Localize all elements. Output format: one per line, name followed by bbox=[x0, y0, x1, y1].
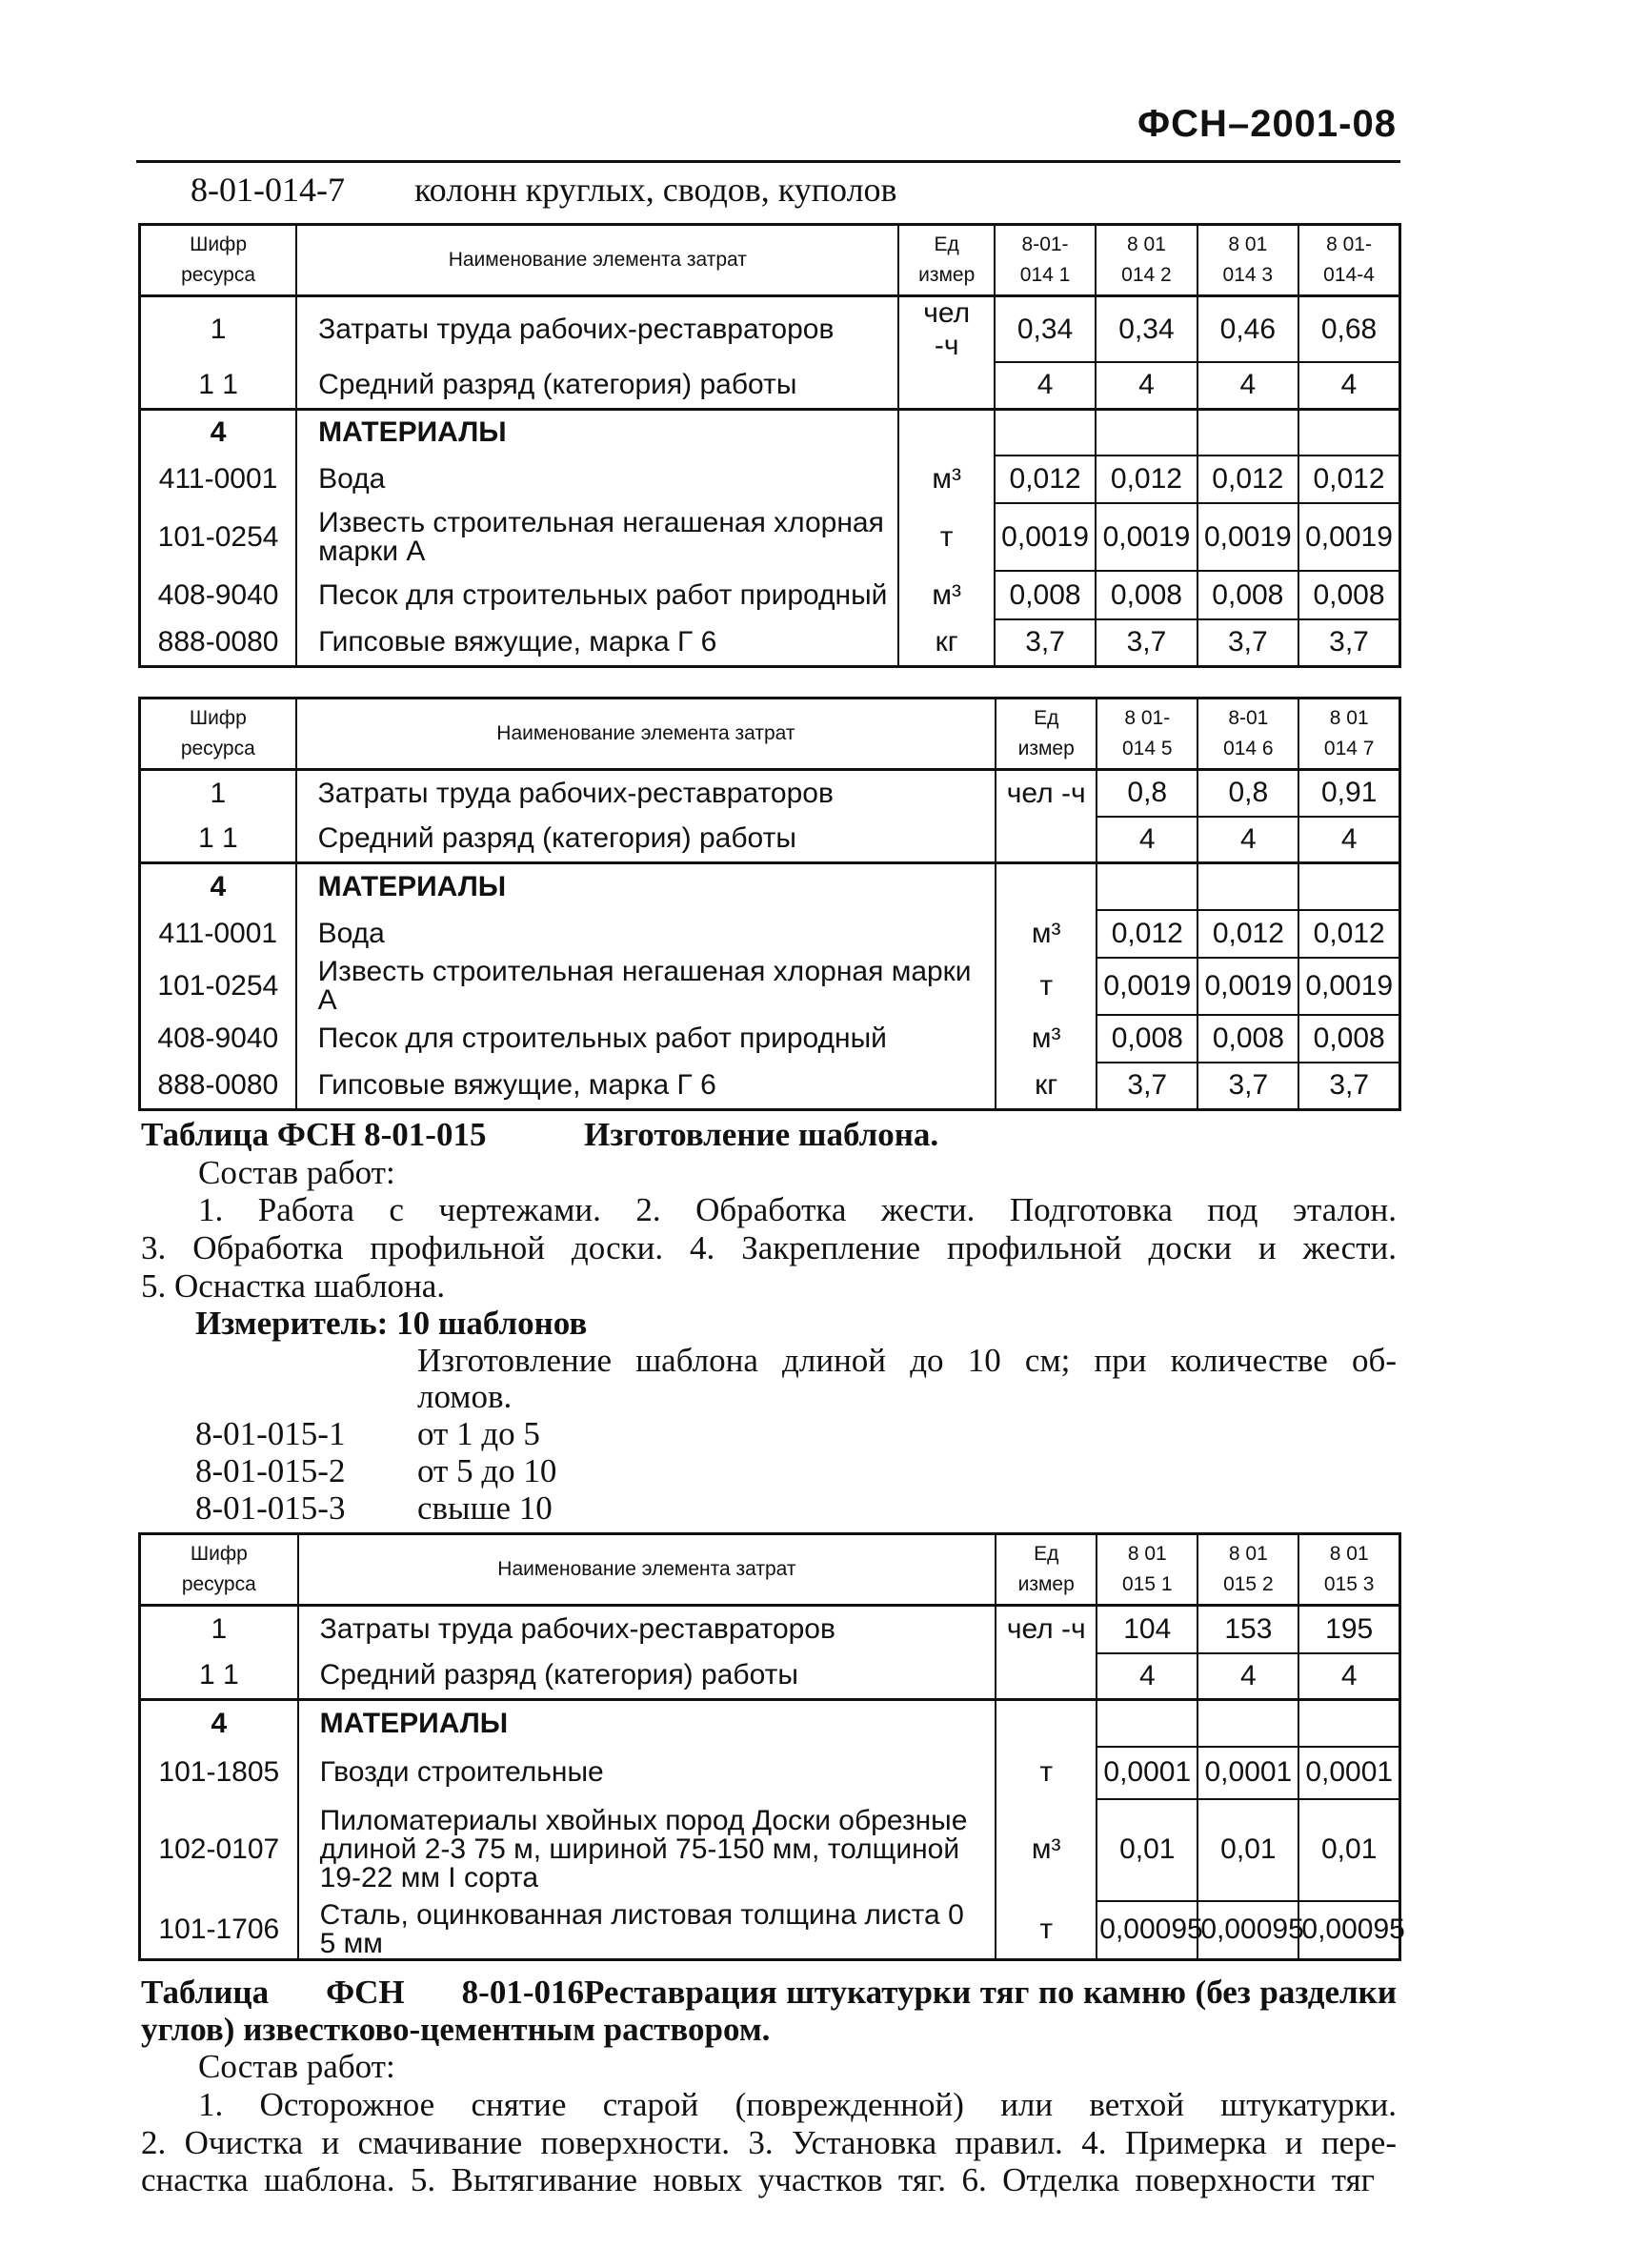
element-name-cell: МАТЕРИАЛЫ bbox=[296, 409, 898, 456]
norm-value-cell: 0,012 bbox=[995, 456, 1096, 503]
section-015-description: ломов. bbox=[417, 1378, 513, 1415]
resource-code-cell: 888-0080 bbox=[140, 1063, 296, 1110]
section-016-works-line: 1. Осторожное снятие старой (поврежденной) или ветхой штукатурки. bbox=[198, 2086, 1397, 2123]
unit-cell: кг bbox=[996, 1063, 1097, 1110]
table-row bbox=[140, 958, 1400, 1015]
norm-value-cell: 3,7 bbox=[1097, 1063, 1197, 1110]
col-header-unit: Ед измер bbox=[996, 699, 1097, 770]
unit-cell: т bbox=[996, 1747, 1097, 1799]
norm-value-cell: 0,0019 bbox=[1197, 503, 1298, 571]
resource-code-cell: 408-9040 bbox=[140, 1015, 296, 1063]
table-header-row bbox=[140, 225, 1400, 296]
element-name-cell: Средний разряд (категория) работы bbox=[298, 1653, 996, 1700]
table-row bbox=[140, 1747, 1400, 1799]
norm-value-cell bbox=[1097, 1700, 1197, 1747]
norm-value-cell: 3,7 bbox=[1197, 619, 1298, 666]
section-015-table-label: Таблица ФСН 8-01-015 bbox=[141, 1116, 487, 1153]
resource-code-cell: 1 bbox=[140, 770, 296, 817]
table-row bbox=[140, 1606, 1400, 1653]
col-header-norm: 8 01 015 1 bbox=[1097, 1534, 1197, 1606]
table-row bbox=[140, 1063, 1400, 1110]
section-015-works-label: Состав работ: bbox=[198, 1154, 395, 1191]
table-row bbox=[140, 456, 1400, 503]
unit-cell bbox=[898, 362, 994, 409]
cost-table-014-a bbox=[138, 223, 1401, 668]
section-015-title: Изготовление шаблона. bbox=[584, 1116, 939, 1153]
norm-value-cell: 0,012 bbox=[1096, 456, 1197, 503]
table-header-row bbox=[140, 699, 1400, 770]
table-row bbox=[140, 1015, 1400, 1063]
element-name-cell: МАТЕРИАЛЫ bbox=[296, 863, 996, 910]
norm-value-cell: 0,008 bbox=[1197, 571, 1298, 619]
table-row bbox=[140, 296, 1400, 363]
subsection-code: 8-01-014-7 bbox=[191, 171, 345, 209]
resource-code-cell: 102-0107 bbox=[140, 1799, 298, 1901]
norm-value-cell bbox=[1298, 863, 1399, 910]
table-row bbox=[140, 503, 1400, 571]
element-name-cell: Вода bbox=[296, 910, 996, 958]
norm-value-cell: 3,7 bbox=[1298, 619, 1399, 666]
norm-value-cell bbox=[1197, 863, 1298, 910]
norm-value-cell: 0,008 bbox=[1096, 571, 1197, 619]
table-row bbox=[140, 1653, 1400, 1700]
section-016-table-label: Таблица ФСН 8-01-016 bbox=[141, 1974, 584, 2011]
norm-item-code: 8-01-015-2 bbox=[195, 1452, 346, 1489]
unit-cell: кг bbox=[898, 619, 994, 666]
col-header-norm: 8 01 014 2 bbox=[1096, 225, 1197, 296]
norm-value-cell: 0,012 bbox=[1197, 910, 1298, 958]
norm-value-cell: 0,34 bbox=[995, 296, 1096, 363]
table-row bbox=[140, 817, 1400, 863]
element-name-cell: Песок для строительных работ природный bbox=[296, 1015, 996, 1063]
norm-value-cell: 0,01 bbox=[1298, 1799, 1399, 1901]
norm-value-cell bbox=[1298, 1700, 1399, 1747]
subsection-title: колонн круглых, сводов, куполов bbox=[414, 171, 897, 209]
header-rule bbox=[136, 160, 1400, 163]
norm-value-cell: 0,012 bbox=[1298, 456, 1399, 503]
unit-cell: т bbox=[996, 1901, 1097, 1960]
norm-value-cell: 0,01 bbox=[1197, 1799, 1298, 1901]
norm-value-cell: 4 bbox=[1298, 1653, 1399, 1700]
norm-value-cell: 4 bbox=[1097, 817, 1197, 863]
subsection-caption bbox=[191, 170, 897, 210]
section-015-works-line: 3. Обработка профильной доски. 4. Закрепление профильной доски и жести. bbox=[141, 1229, 1397, 1266]
norm-value-cell: 0,008 bbox=[1097, 1015, 1197, 1063]
norm-value-cell: 4 bbox=[1197, 1653, 1298, 1700]
element-name-cell: Затраты труда рабочих-реставраторов bbox=[296, 770, 996, 817]
norm-value-cell: 0,68 bbox=[1298, 296, 1399, 363]
element-name-cell: Сталь, оцинкованная листовая толщина листа 0 5 мм bbox=[298, 1901, 996, 1960]
norm-value-cell: 0,0019 bbox=[995, 503, 1096, 571]
norm-value-cell: 0,0001 bbox=[1197, 1747, 1298, 1799]
norm-value-cell: 0,012 bbox=[1097, 910, 1197, 958]
norm-value-cell: 0,012 bbox=[1197, 456, 1298, 503]
unit-cell: чел -ч bbox=[996, 770, 1097, 817]
norm-value-cell bbox=[995, 409, 1096, 456]
resource-code-cell: 1 1 bbox=[140, 1653, 298, 1700]
col-header-unit: Ед измер bbox=[996, 1534, 1097, 1606]
resource-code-cell: 101-0254 bbox=[140, 958, 296, 1015]
element-name-cell: Гвозди строительные bbox=[298, 1747, 996, 1799]
resource-code-cell: 411-0001 bbox=[140, 910, 296, 958]
section-016-works-line: 2. Очистка и смачивание поверхности. 3. Установка правил. 4. Примерка и пере- bbox=[141, 2124, 1397, 2161]
unit-cell bbox=[996, 1653, 1097, 1700]
section-016-title-cont: углов) известково-цементным раствором. bbox=[141, 2011, 771, 2048]
norm-value-cell: 4 bbox=[1197, 817, 1298, 863]
table-row bbox=[140, 1799, 1400, 1901]
resource-code-cell: 408-9040 bbox=[140, 571, 297, 619]
element-name-cell: Затраты труда рабочих-реставраторов bbox=[296, 296, 898, 363]
norm-value-cell: 153 bbox=[1197, 1606, 1298, 1653]
norm-item-text: свыше 10 bbox=[417, 1489, 553, 1527]
norm-item-code: 8-01-015-3 bbox=[195, 1489, 346, 1527]
norm-value-cell: 4 bbox=[1096, 362, 1197, 409]
resource-code-cell: 101-1805 bbox=[140, 1747, 298, 1799]
cost-table-014-b bbox=[138, 697, 1401, 1111]
norm-value-cell: 0,0001 bbox=[1298, 1747, 1399, 1799]
resource-code-cell: 101-1706 bbox=[140, 1901, 298, 1960]
table-row bbox=[140, 910, 1400, 958]
norm-value-cell: 0,91 bbox=[1298, 770, 1399, 817]
section-016-works-line: снастка шаблона. 5. Вытягивание новых участков тяг. 6. Отделка поверхности тяг bbox=[141, 2161, 1375, 2198]
document-code: ФСН–2001-08 bbox=[1137, 103, 1397, 145]
norm-value-cell bbox=[1096, 409, 1197, 456]
table-row bbox=[140, 770, 1400, 817]
resource-code-cell: 4 bbox=[140, 1700, 298, 1747]
norm-value-cell: 0,46 bbox=[1197, 296, 1298, 363]
table-row bbox=[140, 619, 1400, 666]
unit-cell: чел -ч bbox=[996, 1606, 1097, 1653]
norm-value-cell: 4 bbox=[1298, 817, 1399, 863]
norm-value-cell: 195 bbox=[1298, 1606, 1399, 1653]
norm-value-cell: 0,0019 bbox=[1197, 958, 1298, 1015]
norm-value-cell: 0,8 bbox=[1197, 770, 1298, 817]
norm-value-cell: 4 bbox=[1097, 1653, 1197, 1700]
col-header-norm: 8 01 014 3 bbox=[1197, 225, 1298, 296]
norm-value-cell: 104 bbox=[1097, 1606, 1197, 1653]
section-016-title: Реставрация штукатурки тяг по камню (без разделки bbox=[584, 1974, 1397, 2011]
col-header-element-name: Наименование элемента затрат bbox=[296, 699, 996, 770]
element-name-cell: Пиломатериалы хвойных пород Доски обрезные длиной 2-3 75 м, шириной 75-150 мм, толщиной 19-22 мм I сорта bbox=[298, 1799, 996, 1901]
unit-cell: м³ bbox=[898, 456, 994, 503]
section-016-works-label: Состав работ: bbox=[198, 2048, 395, 2085]
section-015-heading bbox=[141, 1116, 938, 1154]
col-header-element-name: Наименование элемента затрат bbox=[296, 225, 898, 296]
norm-value-cell bbox=[1298, 409, 1399, 456]
unit-cell bbox=[996, 1700, 1097, 1747]
norm-value-cell: 0,00095 bbox=[1097, 1901, 1197, 1960]
norm-value-cell: 0,012 bbox=[1298, 910, 1399, 958]
norm-value-cell: 3,7 bbox=[1298, 1063, 1399, 1110]
col-header-norm: 8 01- 014 5 bbox=[1097, 699, 1197, 770]
norm-item-code: 8-01-015-1 bbox=[195, 1415, 346, 1452]
norm-value-cell: 0,0019 bbox=[1298, 503, 1399, 571]
norm-value-cell: 0,0019 bbox=[1298, 958, 1399, 1015]
norm-value-cell: 0,0019 bbox=[1096, 503, 1197, 571]
col-header-resource-code: Шифр ресурса bbox=[140, 225, 297, 296]
resource-code-cell: 1 bbox=[140, 296, 297, 363]
resource-code-cell: 1 bbox=[140, 1606, 298, 1653]
norm-value-cell: 0,01 bbox=[1097, 1799, 1197, 1901]
unit-cell bbox=[996, 863, 1097, 910]
unit-cell bbox=[996, 817, 1097, 863]
norm-item-text: от 5 до 10 bbox=[417, 1452, 557, 1489]
resource-code-cell: 411-0001 bbox=[140, 456, 297, 503]
norm-value-cell bbox=[1097, 863, 1197, 910]
col-header-norm: 8 01- 014-4 bbox=[1298, 225, 1399, 296]
col-header-resource-code: Шифр ресурса bbox=[140, 1534, 298, 1606]
element-name-cell: МАТЕРИАЛЫ bbox=[298, 1700, 996, 1747]
resource-code-cell: 1 1 bbox=[140, 817, 296, 863]
section-015-meter: Измеритель: 10 шаблонов bbox=[195, 1305, 588, 1342]
unit-cell: т bbox=[996, 958, 1097, 1015]
unit-cell: м³ bbox=[996, 1799, 1097, 1901]
table-group-row bbox=[140, 1700, 1400, 1747]
resource-code-cell: 101-0254 bbox=[140, 503, 297, 571]
resource-code-cell: 4 bbox=[140, 409, 297, 456]
norm-value-cell: 4 bbox=[1197, 362, 1298, 409]
table-row bbox=[140, 362, 1400, 409]
element-name-cell: Средний разряд (категория) работы bbox=[296, 362, 898, 409]
col-header-element-name: Наименование элемента затрат bbox=[298, 1534, 996, 1606]
unit-cell: чел -ч bbox=[898, 296, 994, 363]
norm-value-cell: 0,008 bbox=[995, 571, 1096, 619]
section-015-works-line: 1. Работа с чертежами. 2. Обработка жести. Подготовка под эталон. bbox=[198, 1191, 1397, 1228]
resource-code-cell: 1 1 bbox=[140, 362, 297, 409]
norm-value-cell: 0,008 bbox=[1298, 571, 1399, 619]
element-name-cell: Песок для строительных работ природный bbox=[296, 571, 898, 619]
unit-cell: т bbox=[898, 503, 994, 571]
section-015-description: Изготовление шаблона длиной до 10 см; при количестве об- bbox=[417, 1342, 1397, 1379]
cost-table-015 bbox=[138, 1532, 1405, 1961]
unit-cell: м³ bbox=[996, 1015, 1097, 1063]
unit-cell bbox=[898, 409, 994, 456]
section-015-works-line: 5. Оснастка шаблона. bbox=[141, 1267, 446, 1305]
norm-value-cell: 0,8 bbox=[1097, 770, 1197, 817]
unit-cell: м³ bbox=[996, 910, 1097, 958]
table-group-row bbox=[140, 863, 1400, 910]
element-name-cell: Затраты труда рабочих-реставраторов bbox=[298, 1606, 996, 1653]
col-header-norm: 8 01 014 7 bbox=[1298, 699, 1399, 770]
norm-value-cell: 0,00095 bbox=[1197, 1901, 1298, 1960]
col-header-norm: 8-01- 014 1 bbox=[995, 225, 1096, 296]
col-header-resource-code: Шифр ресурса bbox=[140, 699, 296, 770]
element-name-cell: Гипсовые вяжущие, марка Г 6 bbox=[296, 619, 898, 666]
col-header-norm: 8 01 015 2 bbox=[1197, 1534, 1298, 1606]
element-name-cell: Вода bbox=[296, 456, 898, 503]
element-name-cell: Гипсовые вяжущие, марка Г 6 bbox=[296, 1063, 996, 1110]
norm-value-cell: 3,7 bbox=[1197, 1063, 1298, 1110]
col-header-unit: Ед измер bbox=[898, 225, 994, 296]
norm-item-text: от 1 до 5 bbox=[417, 1415, 540, 1452]
section-016-heading bbox=[141, 1974, 1397, 2012]
norm-value-cell: 4 bbox=[995, 362, 1096, 409]
table-row bbox=[140, 571, 1400, 619]
element-name-cell: Известь строительная негашеная хлорная марки А bbox=[296, 503, 898, 571]
table-header-row bbox=[140, 1534, 1400, 1606]
norm-value-cell: 3,7 bbox=[1096, 619, 1197, 666]
norm-value-cell: 0,008 bbox=[1298, 1015, 1399, 1063]
resource-code-cell: 888-0080 bbox=[140, 619, 297, 666]
table-row bbox=[140, 1901, 1400, 1960]
table-group-row bbox=[140, 409, 1400, 456]
norm-value-cell: 0,00095 bbox=[1298, 1901, 1399, 1960]
resource-code-cell: 4 bbox=[140, 863, 296, 910]
unit-cell: м³ bbox=[898, 571, 994, 619]
norm-value-cell: 0,0019 bbox=[1097, 958, 1197, 1015]
element-name-cell: Средний разряд (категория) работы bbox=[296, 817, 996, 863]
norm-value-cell: 0,008 bbox=[1197, 1015, 1298, 1063]
norm-value-cell: 0,34 bbox=[1096, 296, 1197, 363]
norm-value-cell: 3,7 bbox=[995, 619, 1096, 666]
norm-value-cell bbox=[1197, 1700, 1298, 1747]
norm-value-cell: 0,0001 bbox=[1097, 1747, 1197, 1799]
element-name-cell: Известь строительная негашеная хлорная марки А bbox=[296, 958, 996, 1015]
col-header-norm: 8 01 015 3 bbox=[1298, 1534, 1399, 1606]
col-header-norm: 8-01 014 6 bbox=[1197, 699, 1298, 770]
norm-value-cell: 4 bbox=[1298, 362, 1399, 409]
norm-value-cell bbox=[1197, 409, 1298, 456]
